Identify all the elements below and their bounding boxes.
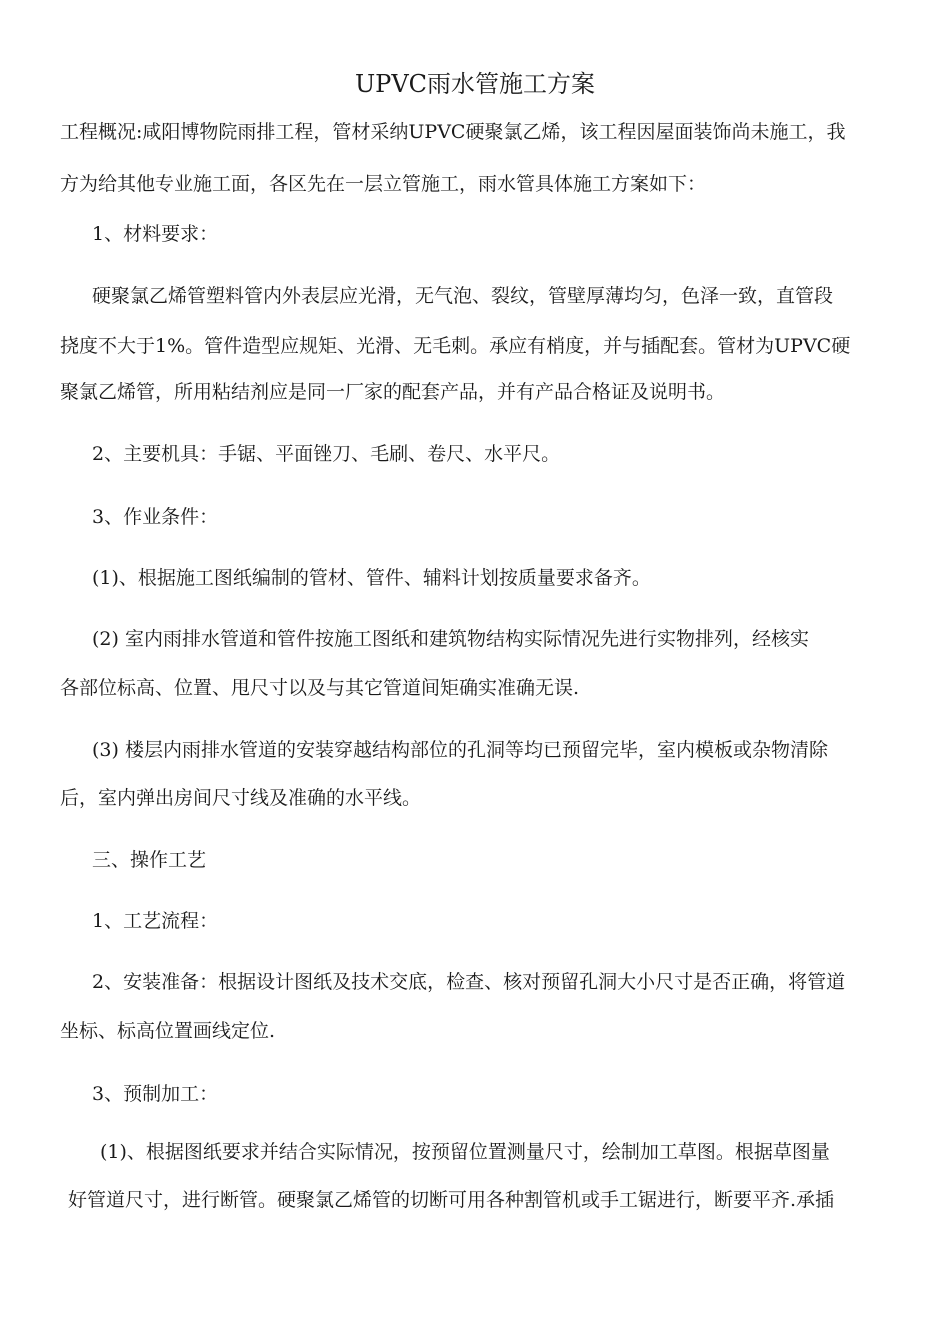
document-title: UPVC雨水管施工方案: [354, 70, 596, 98]
condition-2-line-1: (2) 室内雨排水管道和管件按施工图纸和建筑物结构实际情况先进行实物排列，经核实: [92, 628, 809, 650]
section-2-tools: 2、主要机具：手锯、平面锉刀、毛刷、卷尺、水平尺。: [92, 443, 561, 465]
prefabrication-line-2: 好管道尺寸，进行断管。硬聚氯乙烯管的切断可用各种割管机或手工锯进行，断要平齐.承插: [68, 1189, 835, 1211]
condition-3-line-2: 后，室内弹出房间尺寸线及准确的水平线。: [60, 787, 422, 809]
installation-prep-line-2: 坐标、标高位置画线定位.: [60, 1020, 276, 1042]
prefabrication-heading: 3、预制加工：: [92, 1083, 219, 1105]
operations-heading: 三、操作工艺: [92, 849, 207, 871]
installation-prep-line-1: 2、安装准备：根据设计图纸及技术交底，检查、核对预留孔洞大小尺寸是否正确，将管道: [92, 971, 846, 993]
condition-3-line-1: (3) 楼层内雨排水管道的安装穿越结构部位的孔洞等均已预留完毕，室内模板或杂物清除: [92, 739, 828, 761]
materials-line-1: 硬聚氯乙烯管塑料管内外表层应光滑，无气泡、裂纹，管壁厚薄均匀，色泽一致，直管段: [92, 285, 834, 307]
section-3-heading: 3、作业条件：: [92, 506, 219, 528]
condition-2-line-2: 各部位标高、位置、甩尺寸以及与其它管道间矩确实准确无误.: [60, 677, 580, 699]
condition-1: (1)、根据施工图纸编制的管材、管件、辅料计划按质量要求备齐。: [92, 567, 651, 589]
overview-line-1: 工程概况:咸阳博物院雨排工程，管材采纳UPVC硬聚氯乙烯，该工程因屋面装饰尚未施工，我: [60, 121, 846, 143]
prefabrication-line-1: (1)、根据图纸要求并结合实际情况，按预留位置测量尺寸，绘制加工草图。根据草图量: [100, 1141, 830, 1163]
overview-line-2: 方为给其他专业施工面，各区先在一层立管施工，雨水管具体施工方案如下：: [60, 173, 707, 195]
process-flow-heading: 1、工艺流程：: [92, 910, 219, 932]
materials-line-2: 挠度不大于1%。管件造型应规矩、光滑、无毛刺。承应有梢度，并与插配套。管材为UPVC硬: [60, 335, 851, 357]
section-1-heading: 1、材料要求：: [92, 223, 219, 245]
materials-line-3: 聚氯乙烯管，所用粘结剂应是同一厂家的配套产品，并有产品合格证及说明书。: [60, 381, 726, 403]
